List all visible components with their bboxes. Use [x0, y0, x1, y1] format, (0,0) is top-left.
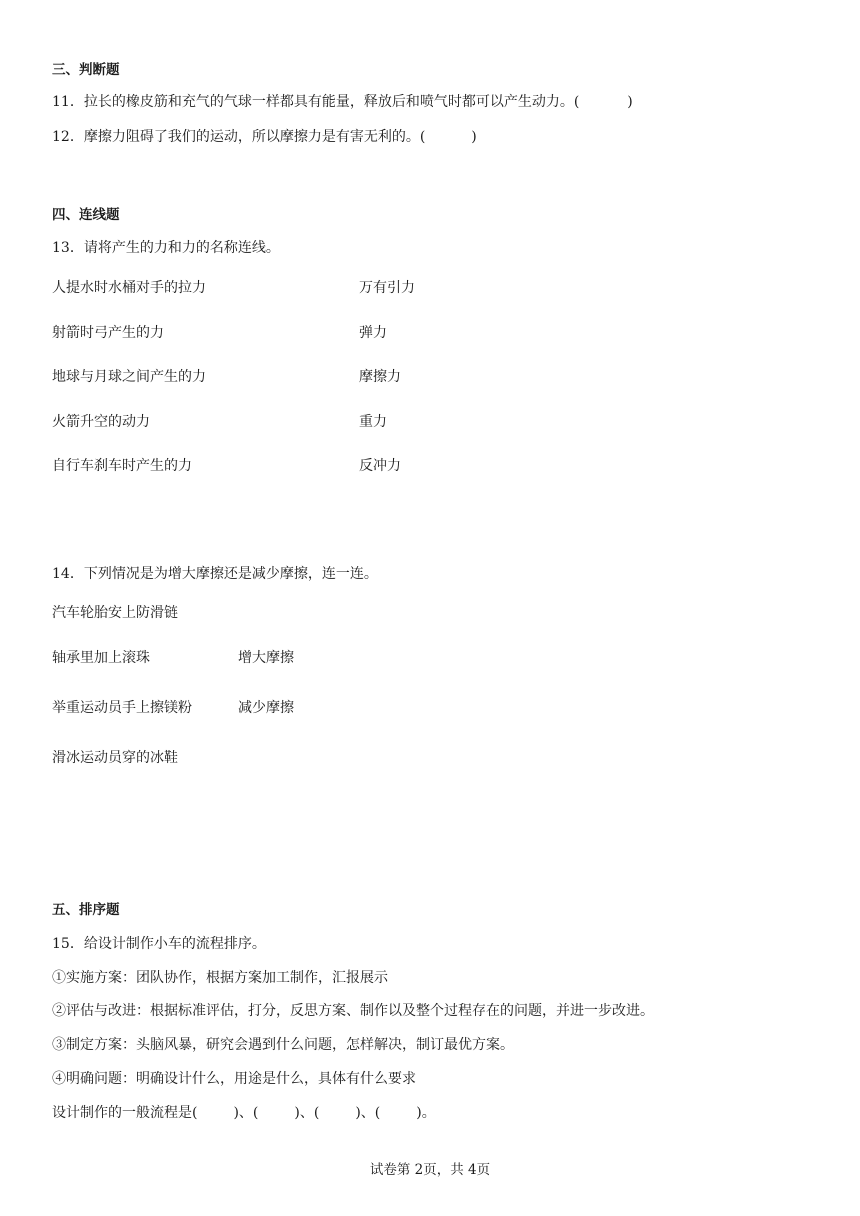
q14-left-item: 汽车轮胎安上防滑链	[52, 605, 178, 621]
q13-left-item: 地球与月球之间产生的力	[52, 369, 206, 385]
answer-separator: )、(	[294, 1105, 320, 1121]
question-number: 12．	[52, 129, 84, 145]
answer-separator: )、(	[233, 1105, 259, 1121]
q14-right-item: 减少摩擦	[238, 700, 294, 716]
q13-left-item: 射箭时弓产生的力	[52, 325, 164, 341]
q14-left-item: 滑冰运动员穿的冰鞋	[52, 750, 178, 766]
q14-right-item: 增大摩擦	[238, 650, 294, 666]
question-15-prompt: 15．给设计制作小车的流程排序。	[52, 936, 266, 952]
question-14-prompt: 14．下列情况是为增大摩擦还是减少摩擦，连一连。	[52, 566, 378, 582]
question-11	[52, 92, 633, 112]
q13-right-item: 反冲力	[359, 458, 401, 474]
q14-left-item: 轴承里加上滚珠	[52, 650, 150, 666]
section-heading-judgement: 三、判断题	[52, 62, 120, 78]
question-text: 摩擦力阻碍了我们的运动，所以摩擦力是有害无利的。(	[83, 129, 426, 145]
q13-left-item: 人提水时水桶对手的拉力	[52, 280, 206, 296]
q15-step: ③制定方案：头脑风暴，研究会遇到什么问题，怎样解决，制订最优方案。	[52, 1037, 514, 1053]
q15-step: ④明确问题：明确设计什么，用途是什么，具体有什么要求	[52, 1071, 416, 1087]
section-heading-matching: 四、连线题	[52, 207, 120, 223]
question-12	[52, 127, 477, 147]
q15-answer-line	[52, 1103, 436, 1123]
answer-prefix: 设计制作的一般流程是(	[52, 1105, 198, 1121]
q13-right-item: 摩擦力	[359, 369, 401, 385]
q13-right-item: 万有引力	[359, 280, 415, 296]
q13-left-item: 自行车刹车时产生的力	[52, 458, 192, 474]
q13-left-item: 火箭升空的动力	[52, 414, 150, 430]
answer-bracket-close: )	[471, 129, 477, 145]
question-text: 拉长的橡皮筋和充气的气球一样都具有能量，释放后和喷气时都可以产生动力。(	[83, 94, 580, 110]
q13-right-item: 重力	[359, 414, 387, 430]
q13-right-item: 弹力	[359, 325, 387, 341]
answer-bracket-close: )	[627, 94, 633, 110]
q15-step: ②评估与改进：根据标准评估，打分，反思方案、制作以及整个过程存在的问题，并进一步改进。	[52, 1003, 654, 1019]
q15-step: ①实施方案：团队协作，根据方案加工制作，汇报展示	[52, 970, 388, 986]
answer-separator: )、(	[355, 1105, 381, 1121]
section-heading-ordering: 五、排序题	[52, 902, 120, 918]
question-number: 11．	[52, 94, 84, 110]
question-13-prompt: 13．请将产生的力和力的名称连线。	[52, 240, 280, 256]
q14-left-item: 举重运动员手上擦镁粉	[52, 700, 192, 716]
page-footer: 试卷第 2页，共 4页	[369, 1162, 491, 1178]
answer-end: )。	[416, 1105, 436, 1121]
